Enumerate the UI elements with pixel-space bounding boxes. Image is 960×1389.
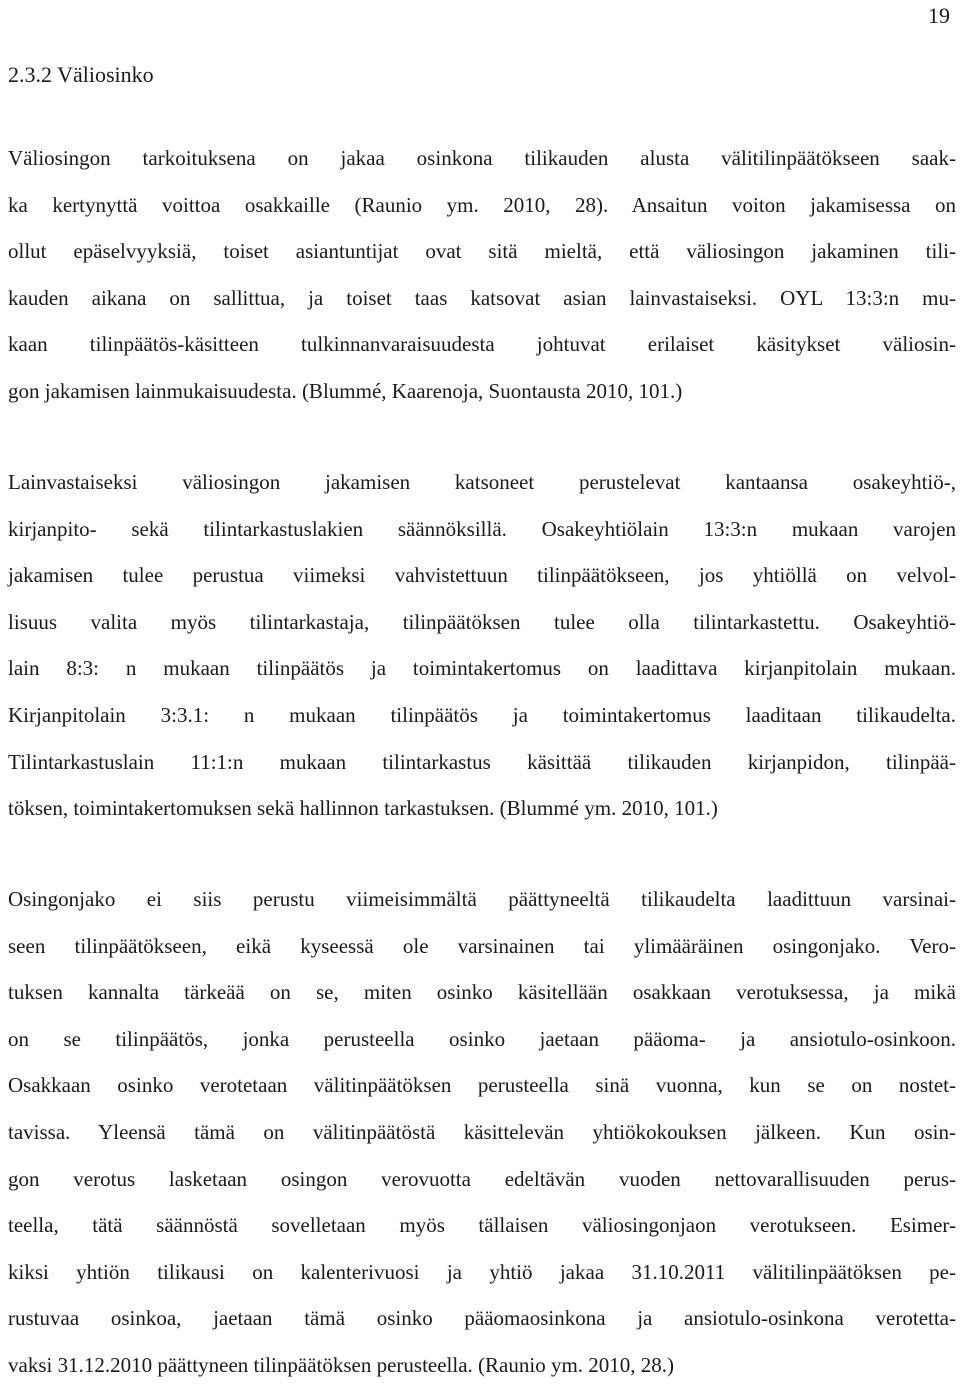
paragraph-2 (8, 459, 956, 832)
page-number: 19 (928, 3, 950, 28)
text-line: kirjanpito- sekä tilintarkastuslakien säännöksillä. Osakeyhtiölain 13:3:n mukaan varojen (8, 516, 956, 541)
text-line: jakamisen tulee perustua viimeksi vahvistettuun tilinpäätökseen, jos yhtiöllä on velvol- (8, 563, 956, 588)
text-line: Tilintarkastuslain 11:1:n mukaan tilintarkastus käsittää tilikauden kirjanpidon, tilinpää- (8, 749, 956, 774)
text-line: ka kertynyttä voittoa osakkaille (Raunio ym. 2010, 28). Ansaitun voiton jakamisessa on (8, 192, 956, 217)
text-line: Osakkaan osinko verotetaan välitinpäätöksen perusteella sinä vuonna, kun se on nostet- (8, 1073, 956, 1098)
text-line: Osingonjako ei siis perustu viimeisimmältä päättyneeltä tilikaudelta laadittuun varsinai- (8, 887, 956, 911)
text-line: Lainvastaiseksi väliosingon jakamisen katsoneet perustelevat kantaansa osakeyhtiö-, (8, 470, 956, 494)
text-line: tuksen kannalta tärkeää on se, miten osinko käsitellään osakkaan verotuksessa, ja mikä (8, 980, 956, 1005)
paragraph-1 (8, 135, 956, 415)
text-line: Väliosingon tarkoituksena on jakaa osinkona tilikauden alusta välitilinpäätökseen saak- (8, 146, 956, 170)
text-line: Kirjanpitolain 3:3.1: n mukaan tilinpäätös ja toimintakertomus laaditaan tilikaudelta. (8, 702, 956, 727)
text-line: gon verotus lasketaan osingon verovuotta edeltävän vuoden nettovarallisuuden perus- (8, 1166, 956, 1191)
paragraph-3 (8, 876, 956, 1389)
text-line: on se tilinpäätös, jonka perusteella osinko jaetaan pääoma- ja ansiotulo-osinkoon. (8, 1026, 956, 1051)
text-line: gon jakamisen lainmukaisuudesta. (Blummé, Kaarenoja, Suontausta 2010, 101.) (8, 378, 683, 403)
text-line: kaan tilinpäätös-käsitteen tulkinnanvaraisuudesta johtuvat erilaiset käsitykset väliosin- (8, 332, 956, 357)
text-line: kauden aikana on sallittua, ja toiset taas katsovat asian lainvastaiseksi. OYL 13:3:n mu- (8, 285, 956, 310)
text-line: rustuvaa osinkoa, jaetaan tämä osinko pääomaosinkona ja ansiotulo-osinkona verotetta- (8, 1306, 956, 1331)
text-line: lisuus valita myös tilintarkastaja, tilinpäätöksen tulee olla tilintarkastettu. Osakeyhtiö- (8, 609, 956, 634)
text-line: teella, tätä säännöstä sovelletaan myös tällaisen väliosingonjaon verotukseen. Esimer- (8, 1213, 956, 1238)
text-line: kiksi yhtiön tilikausi on kalenterivuosi ja yhtiö jakaa 31.10.2011 välitilinpäätöksen pe- (8, 1259, 956, 1284)
text-line: lain 8:3: n mukaan tilinpäätös ja toimintakertomus on laadittava kirjanpitolain mukaan. (8, 656, 956, 681)
text-line: vaksi 31.12.2010 päättyneen tilinpäätöksen perusteella. (Raunio ym. 2010, 28.) (8, 1352, 675, 1377)
text-line: tavissa. Yleensä tämä on välitinpäätöstä käsittelevän yhtiökokouksen jälkeen. Kun osin- (8, 1119, 956, 1144)
text-line: ollut epäselvyyksiä, toiset asiantuntijat ovat sitä mieltä, että väliosingon jakaminen tili- (8, 239, 956, 264)
section-heading: 2.3.2 Väliosinko (8, 62, 154, 87)
text-line: töksen, toimintakertomuksen sekä hallinnon tarkastuksen. (Blummé ym. 2010, 101.) (8, 796, 718, 821)
text-line: seen tilinpäätökseen, eikä kyseessä ole varsinainen tai ylimääräinen osingonjako. Vero- (8, 933, 956, 958)
